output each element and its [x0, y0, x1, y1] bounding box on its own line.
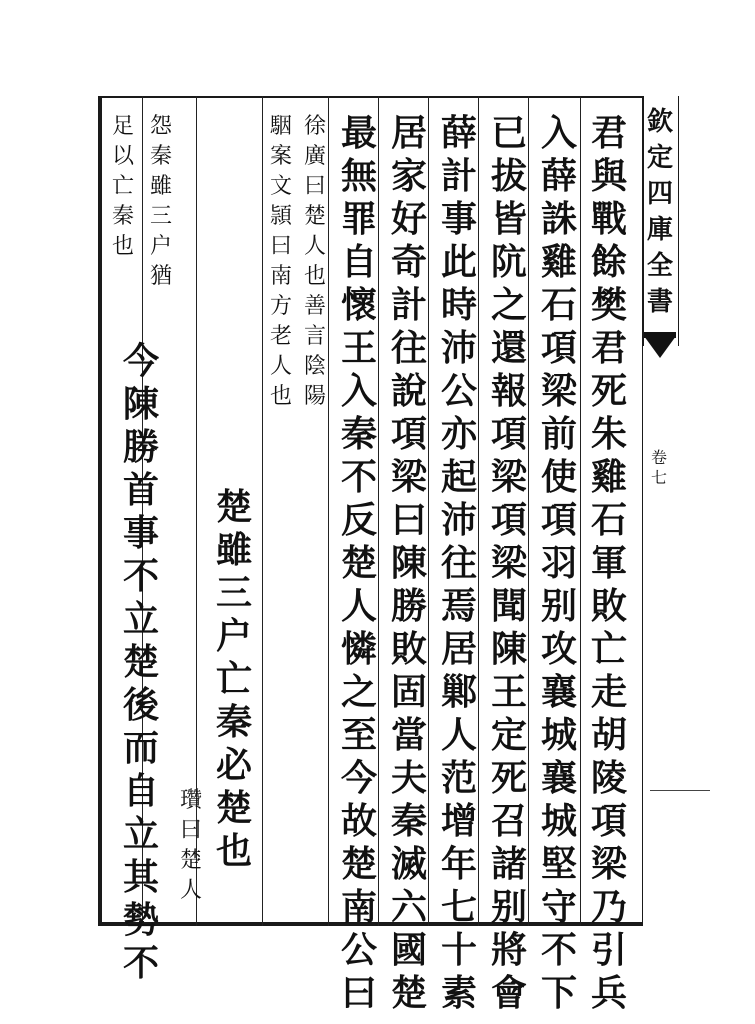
text-char: 曰	[390, 499, 427, 541]
text-char: 使	[540, 456, 577, 498]
annotation-char: 也	[269, 384, 292, 409]
annotation-char: 怨	[149, 114, 172, 139]
text-char: 乃	[590, 886, 627, 928]
text-char: 羽	[540, 542, 577, 584]
text-char: 人	[340, 585, 377, 627]
text-char: 事	[440, 198, 477, 240]
annotation-char: 户	[149, 234, 172, 259]
annotation-char: 楚	[179, 848, 202, 873]
text-char: 别	[490, 886, 527, 928]
text-char: 沛	[440, 499, 477, 541]
text-char: 家	[390, 155, 427, 197]
annotation-column	[108, 112, 138, 262]
annotation-char: 人	[303, 234, 326, 259]
text-char: 前	[540, 413, 577, 455]
text-char: 起	[440, 456, 477, 498]
text-char: 奇	[390, 241, 427, 283]
annotation-char: 善	[303, 294, 326, 319]
text-char: 敗	[390, 628, 427, 670]
text-char: 增	[440, 800, 477, 842]
text-char: 石	[540, 284, 577, 326]
text-char: 勝	[122, 426, 159, 468]
annotation-char: 陰	[303, 354, 326, 379]
annotation-char: 言	[303, 324, 326, 349]
text-char: 居	[390, 112, 427, 154]
text-char: 勝	[390, 585, 427, 627]
annotation-char: 曰	[269, 234, 292, 259]
text-char: 時	[440, 284, 477, 326]
text-char: 梁	[490, 542, 527, 584]
text-char: 之	[340, 671, 377, 713]
text-char: 項	[390, 413, 427, 455]
annotation-char: 曰	[179, 818, 202, 843]
text-char: 素	[440, 972, 477, 1014]
text-char: 餘	[590, 241, 627, 283]
text-char: 不	[540, 929, 577, 971]
annotation-char: 也	[303, 264, 326, 289]
text-char: 秦	[340, 413, 377, 455]
text-char: 阬	[490, 241, 527, 283]
text-char: 陳	[122, 383, 159, 425]
text-column	[584, 112, 634, 1015]
text-column	[334, 112, 384, 1015]
text-char: 勢	[122, 899, 159, 941]
text-char: 襄	[540, 757, 577, 799]
margin-volume-label	[646, 448, 672, 488]
text-char: 事	[122, 512, 159, 554]
annotation-char: 人	[269, 354, 292, 379]
text-char: 召	[490, 800, 527, 842]
text-char: 今	[122, 340, 159, 382]
annotation-char: 廣	[303, 144, 326, 169]
text-char: 最	[340, 112, 377, 154]
annotation-char: 頴	[269, 204, 292, 229]
text-char: 說	[390, 370, 427, 412]
annotation-char: 老	[269, 324, 292, 349]
annotation-char: 文	[269, 174, 292, 199]
text-char: 七	[440, 886, 477, 928]
text-char: 王	[340, 327, 377, 369]
text-char: 必	[215, 744, 252, 786]
text-char: 走	[590, 671, 627, 713]
text-char: 報	[490, 370, 527, 412]
text-char: 當	[390, 714, 427, 756]
text-char: 梁	[490, 456, 527, 498]
text-char: 堅	[540, 843, 577, 885]
text-char: 還	[490, 327, 527, 369]
text-char: 其	[122, 856, 159, 898]
text-char: 首	[122, 469, 159, 511]
annotation-char: 以	[111, 144, 134, 169]
text-char: 計	[440, 155, 477, 197]
text-char: 而	[122, 727, 159, 769]
text-char: 梁	[590, 843, 627, 885]
annotation-char: 徐	[303, 114, 326, 139]
text-char: 薛	[540, 155, 577, 197]
annotation-char: 曰	[303, 174, 326, 199]
text-char: 亡	[590, 628, 627, 670]
text-char: 國	[390, 929, 427, 971]
annotation-char: 秦	[149, 144, 172, 169]
margin-title-char: 書	[646, 287, 673, 317]
text-char: 自	[340, 241, 377, 283]
annotation-char: 方	[269, 294, 292, 319]
text-char: 城	[540, 800, 577, 842]
annotation-char: 瓚	[179, 788, 202, 813]
annotation-column	[298, 112, 332, 412]
text-char: 胡	[590, 714, 627, 756]
annotation-char: 楚	[303, 204, 326, 229]
margin-title	[644, 104, 676, 320]
annotation-column	[146, 112, 176, 292]
text-char: 拔	[490, 155, 527, 197]
text-char: 石	[590, 499, 627, 541]
text-char: 好	[390, 198, 427, 240]
text-char: 鄛	[440, 671, 477, 713]
text-char: 將	[490, 929, 527, 971]
text-char: 滅	[390, 843, 427, 885]
text-char: 朱	[590, 413, 627, 455]
text-char: 項	[490, 499, 527, 541]
text-char: 亡	[215, 658, 252, 700]
text-char: 十	[440, 929, 477, 971]
text-column	[116, 340, 166, 985]
text-char: 項	[540, 327, 577, 369]
text-char: 入	[540, 112, 577, 154]
column-rule	[262, 96, 263, 926]
margin-title-char: 欽	[646, 107, 673, 137]
text-char: 與	[590, 155, 627, 197]
text-char: 人	[440, 714, 477, 756]
text-char: 楚	[340, 542, 377, 584]
text-char: 不	[122, 555, 159, 597]
text-char: 今	[340, 757, 377, 799]
text-char: 沛	[440, 327, 477, 369]
text-char: 也	[215, 830, 252, 872]
annotation-char: 三	[149, 204, 172, 229]
text-char: 樊	[590, 284, 627, 326]
text-char: 會	[490, 972, 527, 1014]
text-char: 公	[440, 370, 477, 412]
text-char: 六	[390, 886, 427, 928]
text-char: 故	[340, 800, 377, 842]
text-char: 梁	[540, 370, 577, 412]
text-char: 雖	[215, 529, 252, 571]
annotation-column	[176, 786, 206, 906]
text-char: 定	[490, 714, 527, 756]
text-char: 别	[540, 585, 577, 627]
margin-title-char: 定	[646, 143, 673, 173]
text-column	[484, 112, 534, 1015]
text-char: 死	[590, 370, 627, 412]
text-char: 固	[390, 671, 427, 713]
annotation-char: 南	[269, 264, 292, 289]
text-char: 敗	[590, 585, 627, 627]
text-char: 范	[440, 757, 477, 799]
text-column	[434, 112, 484, 1015]
text-char: 立	[122, 813, 159, 855]
annotation-char: 也	[111, 234, 134, 259]
text-char: 南	[340, 886, 377, 928]
text-char: 雞	[540, 241, 577, 283]
text-char: 至	[340, 714, 377, 756]
text-char: 公	[340, 929, 377, 971]
text-char: 王	[490, 671, 527, 713]
text-char: 往	[440, 542, 477, 584]
text-char: 往	[390, 327, 427, 369]
annotation-char: 雖	[149, 174, 172, 199]
text-char: 無	[340, 155, 377, 197]
text-char: 聞	[490, 585, 527, 627]
annotation-char: 駰	[269, 114, 292, 139]
text-char: 秦	[390, 800, 427, 842]
annotation-char: 陽	[303, 384, 326, 409]
text-char: 雞	[590, 456, 627, 498]
annotation-column	[264, 112, 298, 412]
text-char: 自	[122, 770, 159, 812]
text-char: 誅	[540, 198, 577, 240]
text-char: 楚	[215, 787, 252, 829]
text-char: 君	[590, 112, 627, 154]
fishtail-mark	[644, 336, 676, 358]
text-column	[534, 112, 584, 1015]
text-char: 項	[590, 800, 627, 842]
text-column	[206, 486, 262, 873]
text-char: 諸	[490, 843, 527, 885]
text-char: 後	[122, 684, 159, 726]
text-char: 引	[590, 929, 627, 971]
text-char: 楚	[122, 641, 159, 683]
text-char: 楚	[340, 843, 377, 885]
text-char: 項	[540, 499, 577, 541]
text-char: 秦	[215, 701, 252, 743]
text-char: 居	[440, 628, 477, 670]
text-char: 梁	[390, 456, 427, 498]
text-char: 薛	[440, 112, 477, 154]
margin-title-char: 四	[646, 179, 673, 209]
text-char: 立	[122, 598, 159, 640]
text-char: 攻	[540, 628, 577, 670]
text-char: 襄	[540, 671, 577, 713]
text-char: 楚	[390, 972, 427, 1014]
text-char: 計	[390, 284, 427, 326]
text-column	[384, 112, 434, 1015]
text-char: 楚	[215, 486, 252, 528]
margin-volume-char: 七	[650, 468, 667, 487]
text-char: 罪	[340, 198, 377, 240]
text-char: 陳	[390, 542, 427, 584]
text-char: 夫	[390, 757, 427, 799]
text-char: 曰	[340, 972, 377, 1014]
text-char: 下	[540, 972, 577, 1014]
text-char: 反	[340, 499, 377, 541]
text-char: 焉	[440, 585, 477, 627]
text-char: 憐	[340, 628, 377, 670]
annotation-char: 猶	[149, 264, 172, 289]
margin-title-char: 庫	[646, 215, 673, 245]
annotation-char: 足	[111, 114, 134, 139]
text-char: 死	[490, 757, 527, 799]
annotation-char: 秦	[111, 204, 134, 229]
text-char: 户	[215, 615, 252, 657]
text-char: 不	[340, 456, 377, 498]
text-char: 皆	[490, 198, 527, 240]
text-char: 三	[215, 572, 252, 614]
text-char: 此	[440, 241, 477, 283]
text-char: 陵	[590, 757, 627, 799]
text-char: 亦	[440, 413, 477, 455]
text-char: 不	[122, 942, 159, 984]
text-char: 懷	[340, 284, 377, 326]
text-char: 已	[490, 112, 527, 154]
annotation-char: 人	[179, 878, 202, 903]
text-char: 戰	[590, 198, 627, 240]
annotation-char: 案	[269, 144, 292, 169]
text-char: 年	[440, 843, 477, 885]
text-char: 軍	[590, 542, 627, 584]
text-char: 君	[590, 327, 627, 369]
text-char: 入	[340, 370, 377, 412]
text-char: 守	[540, 886, 577, 928]
margin-tick	[650, 790, 710, 791]
annotation-char: 亡	[111, 174, 134, 199]
text-char: 兵	[590, 972, 627, 1014]
margin-volume-char: 卷	[650, 448, 667, 467]
text-char: 之	[490, 284, 527, 326]
margin-title-char: 全	[646, 251, 673, 281]
text-char: 項	[490, 413, 527, 455]
text-char: 陳	[490, 628, 527, 670]
text-char: 城	[540, 714, 577, 756]
